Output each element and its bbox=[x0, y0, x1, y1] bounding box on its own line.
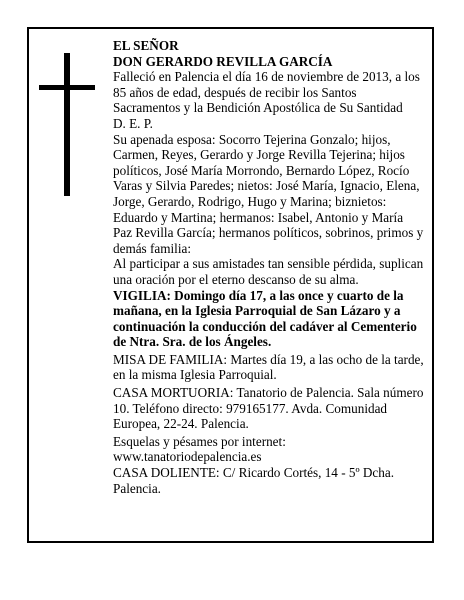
internet-url: www.tanatoriodepalencia.es bbox=[113, 449, 262, 465]
cross-vertical-bar bbox=[64, 53, 70, 196]
vigil-info: VIGILIA: Domingo día 17, a las once y cuarto de la mañana, en la Iglesia Parroquial de San Lázaro y a continuación la conducción del cadáver al Cementerio de Ntra. Sra. de los Ángeles. bbox=[113, 287, 417, 350]
latin-cross-icon bbox=[39, 53, 95, 196]
prayer-request: Al participar a sus amistades tan sensible pérdida, suplican una oración por el eterno descanso de su alma. bbox=[113, 256, 424, 287]
family-list: Su apenada esposa: Socorro Tejerina Gonzalo; hijos, Carmen, Reyes, Gerardo y Jorge Revilla Tejerina; hijos políticos, José María Morrondo, Bernardo López, Rocío Varas y Silvia Paredes; nietos: José María, Ignacio, Elena, Jorge, Gerardo, Rodrigo, Hugo y Marina; biznietos: Eduardo y Martina; hermanos: Isabel, Antonio y María Paz Revilla García; hermanos políticos, sobrinos, primos y demás familia: bbox=[113, 131, 424, 256]
internet-label: Esquelas y pésames por internet: bbox=[113, 433, 286, 449]
funeral-home-info: CASA MORTUORIA: Tanatorio de Palencia. Sala número 10. Teléfono directo: 979165177. Avda. Comunidad Europea, 22-24. Palencia. bbox=[113, 385, 424, 432]
death-announcement: Falleció en Palencia el día 16 de noviembre de 2013, a los 85 años de edad, después de recibir los Santos Sacramentos y la Bendición Apostólica de Su Santidad bbox=[113, 69, 420, 116]
dep-abbreviation: D. E. P. bbox=[113, 115, 153, 131]
notice-title: EL SEÑOR bbox=[113, 38, 179, 53]
obituary-text bbox=[113, 38, 425, 496]
mourning-house-info: CASA DOLIENTE: C/ Ricardo Cortés, 14 - 5º Dcha. Palencia. bbox=[113, 465, 394, 496]
deceased-name: DON GERARDO REVILLA GARCÍA bbox=[113, 53, 333, 69]
family-mass-info: MISA DE FAMILIA: Martes día 19, a las ocho de la tarde, en la misma Iglesia Parroquial. bbox=[113, 351, 424, 383]
cross-horizontal-bar bbox=[39, 85, 95, 90]
